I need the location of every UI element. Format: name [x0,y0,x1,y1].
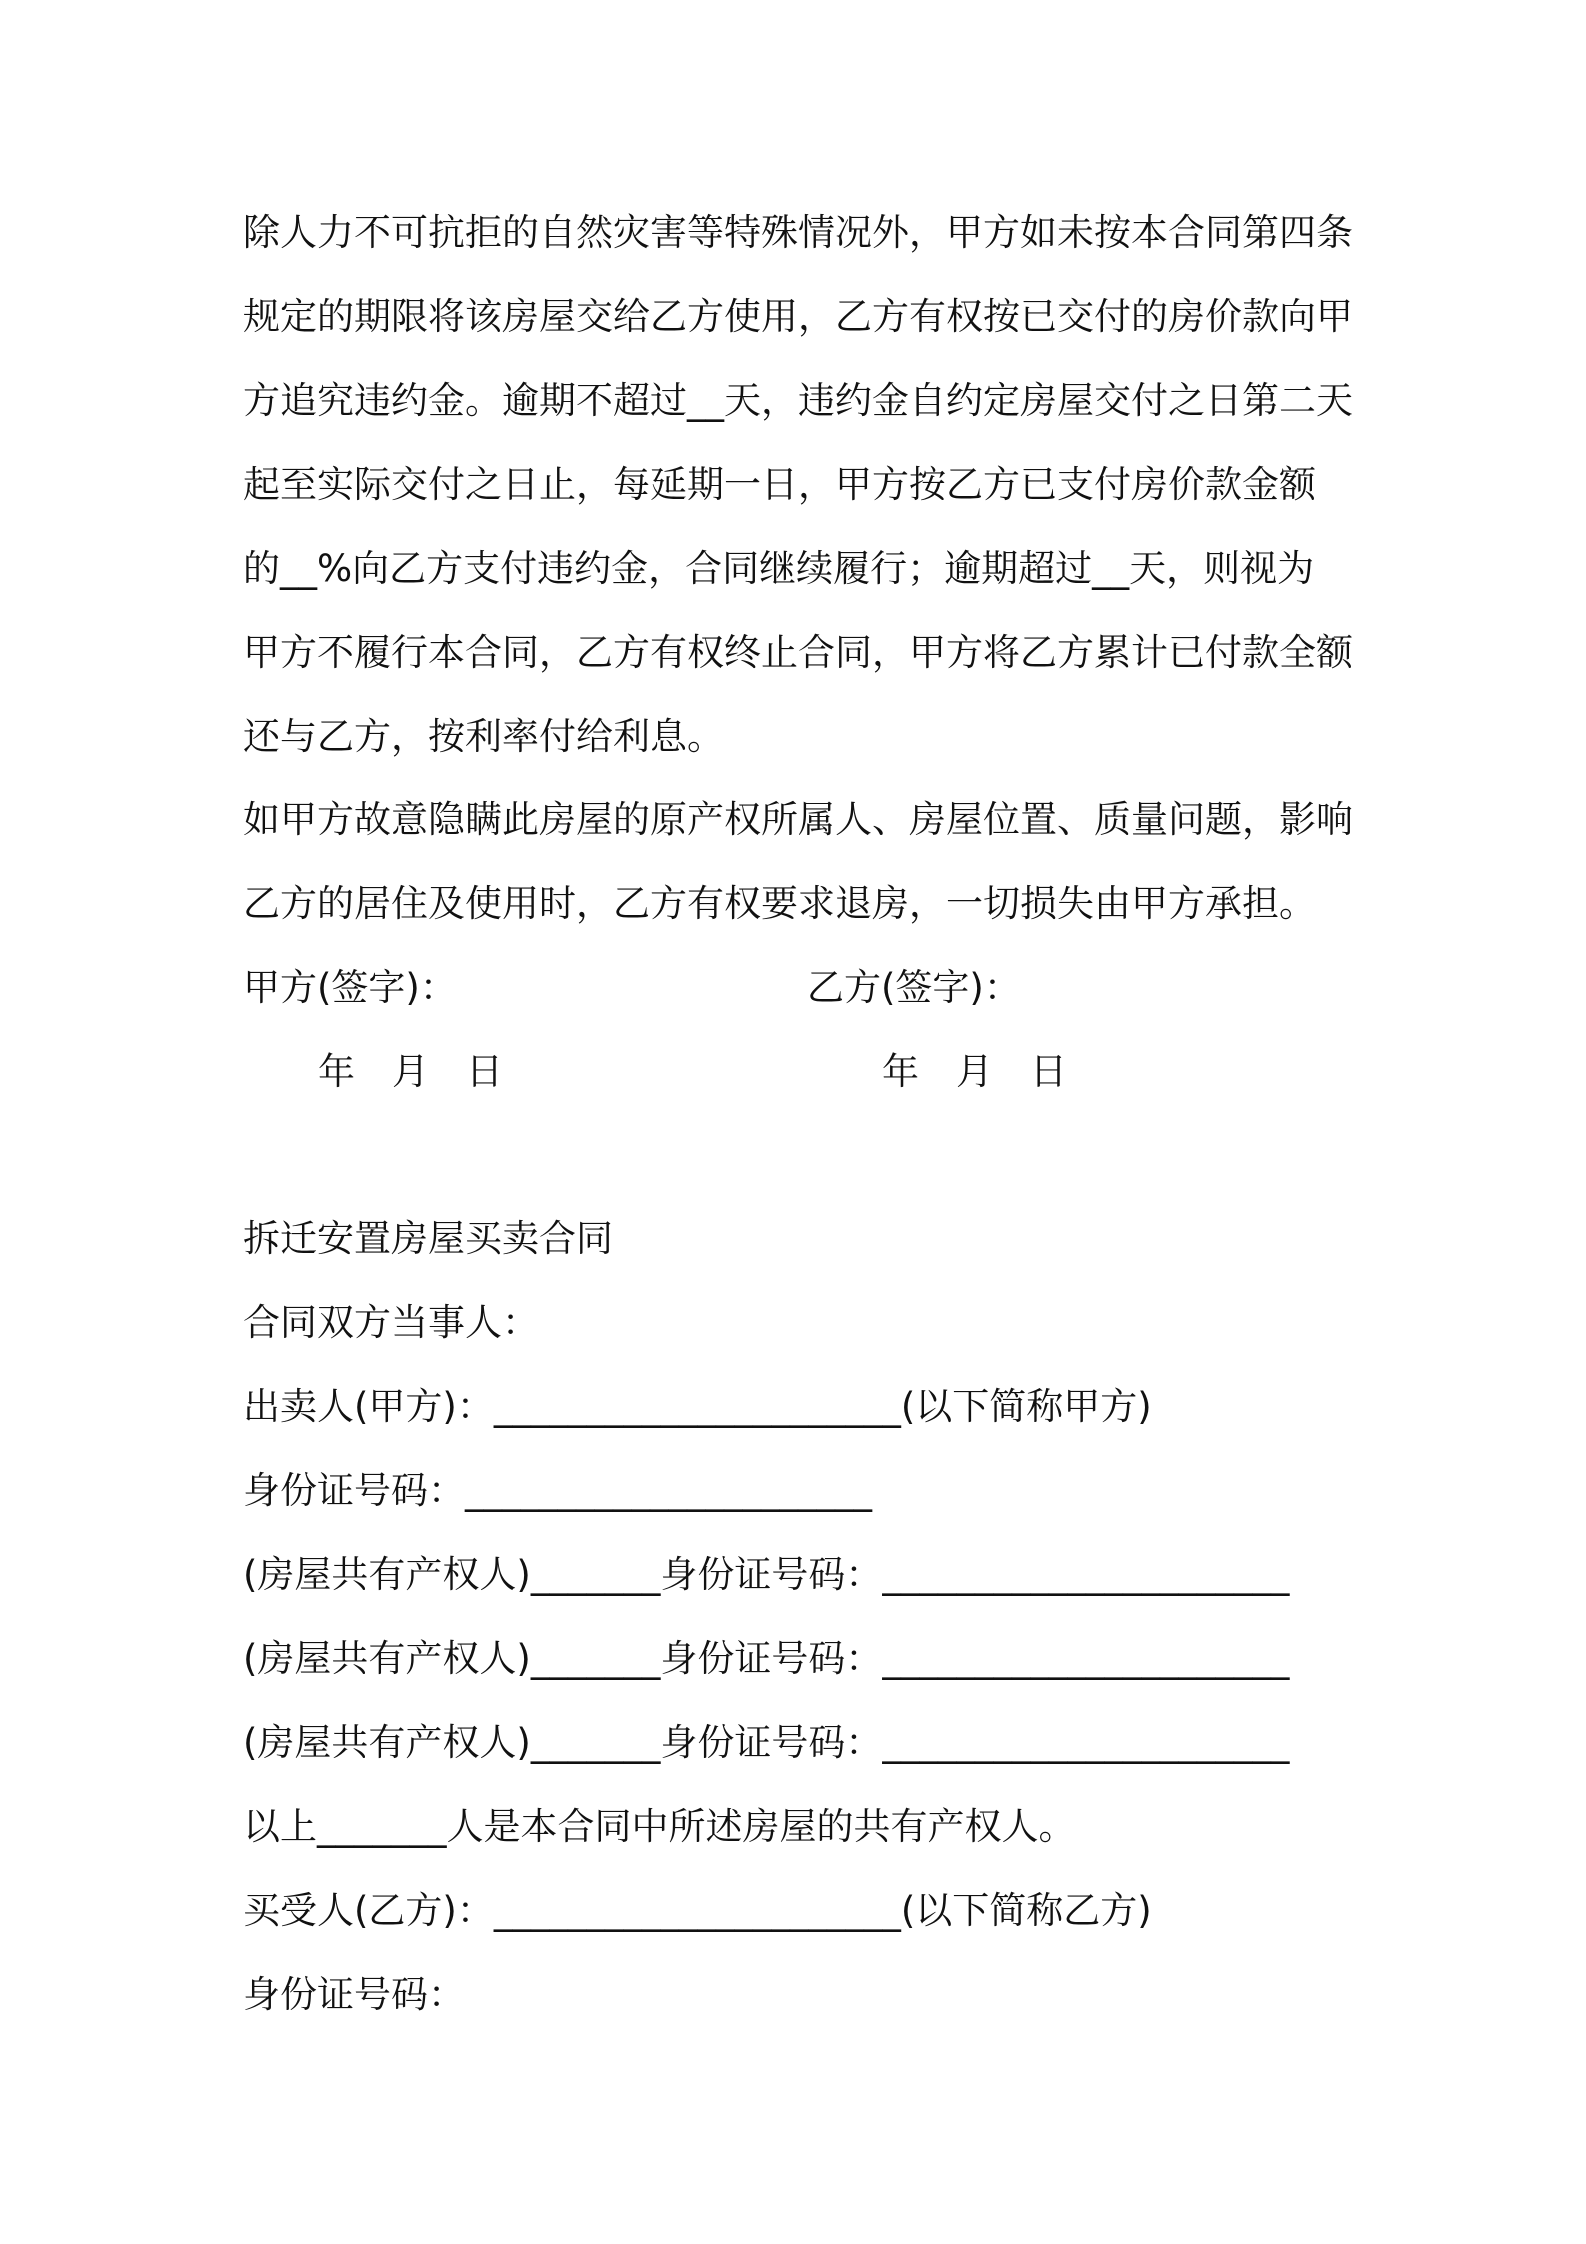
coowner-line-2: (房屋共有产权人)_______身份证号码：______________________ [243,1637,1290,1680]
coowner-line-3: (房屋共有产权人)_______身份证号码：______________________ [243,1721,1290,1764]
seller-id-line: 身份证号码：______________________ [243,1469,872,1512]
paragraph-1-line-7: 还与乙方，按利率付给利息。 [243,715,724,758]
party-a-date-label: 年 月 日 [318,1050,503,1093]
paragraph-1-line-1: 除人力不可抗拒的自然灾害等特殊情况外，甲方如未按本合同第四条 [243,211,1353,254]
paragraph-2-line-1: 如甲方故意隐瞒此房屋的原产权所属人、房屋位置、质量问题，影响 [243,798,1353,841]
paragraph-1-line-6: 甲方不履行本合同，乙方有权终止合同，甲方将乙方累计已付款全额 [243,631,1353,674]
contract-title: 拆迁安置房屋买卖合同 [243,1217,613,1260]
coowners-note: 以上_______人是本合同中所述房屋的共有产权人。 [243,1805,1076,1848]
buyer-line: 买受人(乙方)：______________________(以下简称乙方) [243,1889,1152,1932]
paragraph-1-line-3: 方追究违约金。逾期不超过__天，违约金自约定房屋交付之日第二天 [243,379,1353,422]
paragraph-2-line-2: 乙方的居住及使用时，乙方有权要求退房，一切损失由甲方承担。 [243,882,1316,925]
paragraph-1-line-4: 起至实际交付之日止，每延期一日，甲方按乙方已支付房价款金额 [243,463,1316,506]
buyer-id-line: 身份证号码： [243,1973,465,2016]
paragraph-1-line-5: 的__%向乙方支付违约金，合同继续履行；逾期超过__天，则视为 [243,547,1315,590]
party-b-signature-label: 乙方(签字)： [807,966,1021,1009]
seller-line: 出卖人(甲方)：______________________(以下简称甲方) [243,1385,1152,1428]
parties-heading: 合同双方当事人： [243,1301,539,1344]
paragraph-1-line-2: 规定的期限将该房屋交给乙方使用，乙方有权按已交付的房价款向甲 [243,295,1353,338]
coowner-line-1: (房屋共有产权人)_______身份证号码：______________________ [243,1553,1290,1596]
party-b-date-label: 年 月 日 [882,1050,1067,1093]
party-a-signature-label: 甲方(签字)： [243,966,457,1009]
